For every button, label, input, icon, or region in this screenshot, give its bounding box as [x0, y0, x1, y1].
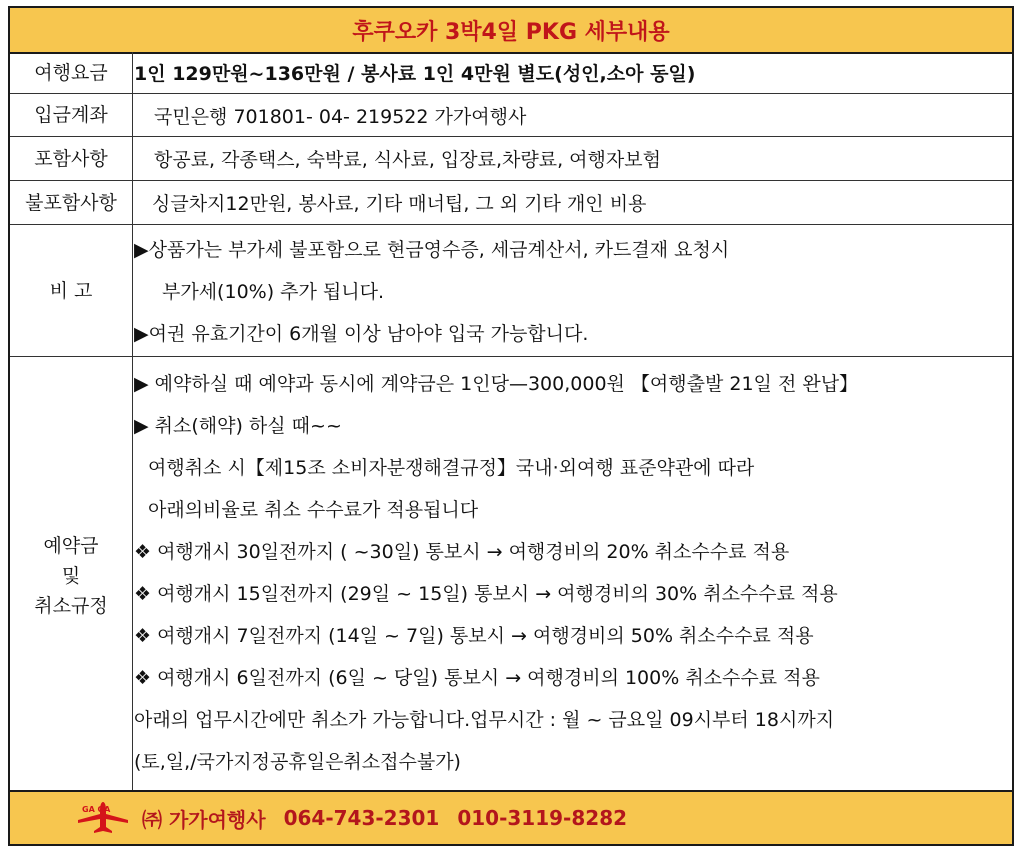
mobile-number: 010-3119-8282 — [457, 806, 628, 830]
cancellation-line: ▶ 취소(해약) 하실 때~~ — [134, 414, 342, 437]
pkg-detail-sheet — [8, 6, 1014, 846]
excluded-label: 불포함사항 — [10, 181, 133, 224]
company-name: ㈜ 가가여행사 — [142, 807, 266, 832]
cancellation-content — [134, 357, 1006, 794]
included-value: 항공료, 각종택스, 숙박료, 식사료, 입장료,차량료, 여행자보험 — [154, 149, 661, 171]
cancellation-label — [10, 357, 133, 794]
cancellation-line: 아래의 업무시간에만 취소가 가능합니다.업무시간 : 월 ~ 금요일 09시부터 18시까지 — [134, 708, 835, 731]
remarks-content — [134, 225, 1006, 356]
price-value: 1인 129만원~136만원 / 봉사료 1인 4만원 별도(성인,소아 동일) — [134, 63, 696, 85]
cancellation-line: ❖ 여행개시 7일전까지 (14일 ~ 7일) 통보시 → 여행경비의 50% 취소수수료 적용 — [134, 624, 814, 647]
price-label: 여행요금 — [10, 52, 133, 93]
cancellation-line: 여행취소 시【제15조 소비자분쟁해결규정】국내·외여행 표준약관에 따라 — [148, 456, 755, 479]
account-label: 입금계좌 — [10, 94, 133, 136]
page-title: 후쿠오카 3박4일 PKG 세부내용 — [10, 8, 1012, 54]
footer-bar — [10, 790, 1012, 844]
included-label: 포함사항 — [10, 137, 133, 180]
cancellation-line: ❖ 여행개시 6일전까지 (6일 ~ 당일) 통보시 → 여행경비의 100% 취소수수료 적용 — [134, 666, 820, 689]
cancellation-line: 아래의비율로 취소 수수료가 적용됩니다 — [148, 498, 479, 521]
remarks-label: 비 고 — [10, 225, 133, 356]
excluded-value: 싱글차지12만원, 봉사료, 기타 매너팁, 그 외 기타 개인 비용 — [152, 193, 647, 215]
phone-number: 064-743-2301 — [283, 806, 440, 830]
airplane-logo-icon — [76, 800, 130, 836]
cancellation-line: ▶ 예약하실 때 예약과 동시에 계약금은 1인당—300,000원 【여행출발 21일 전 완납】 — [134, 372, 859, 395]
remarks-row — [10, 225, 1012, 357]
cancellation-row — [10, 357, 1012, 794]
cancellation-line: ❖ 여행개시 30일전까지 ( ~30일) 통보시 → 여행경비의 20% 취소수수료 적용 — [134, 540, 790, 563]
remarks-line: 부가세(10%) 추가 됩니다. — [162, 280, 385, 303]
logo-text: GA GA — [82, 805, 111, 814]
cancellation-label-line: 예약금 — [43, 534, 99, 557]
remarks-line: ▶여권 유효기간이 6개월 이상 남아야 입국 가능합니다. — [134, 322, 589, 345]
remarks-line: ▶상품가는 부가세 불포함으로 현금영수증, 세금계산서, 카드결재 요청시 — [134, 238, 730, 261]
account-value: 국민은행 701801- 04- 219522 가가여행사 — [154, 105, 527, 128]
cancellation-label-line: 취소규정 — [34, 594, 108, 617]
cancellation-line: ❖ 여행개시 15일전까지 (29일 ~ 15일) 통보시 → 여행경비의 30% 취소수수료 적용 — [134, 582, 838, 605]
account-row — [10, 94, 1012, 137]
price-row — [10, 52, 1012, 94]
footer-contact — [142, 792, 645, 844]
included-row — [10, 137, 1012, 181]
excluded-row — [10, 181, 1012, 225]
cancellation-line: (토,일,/국가지정공휴일은취소접수불가) — [134, 750, 461, 773]
cancellation-label-line: 및 — [61, 564, 81, 587]
